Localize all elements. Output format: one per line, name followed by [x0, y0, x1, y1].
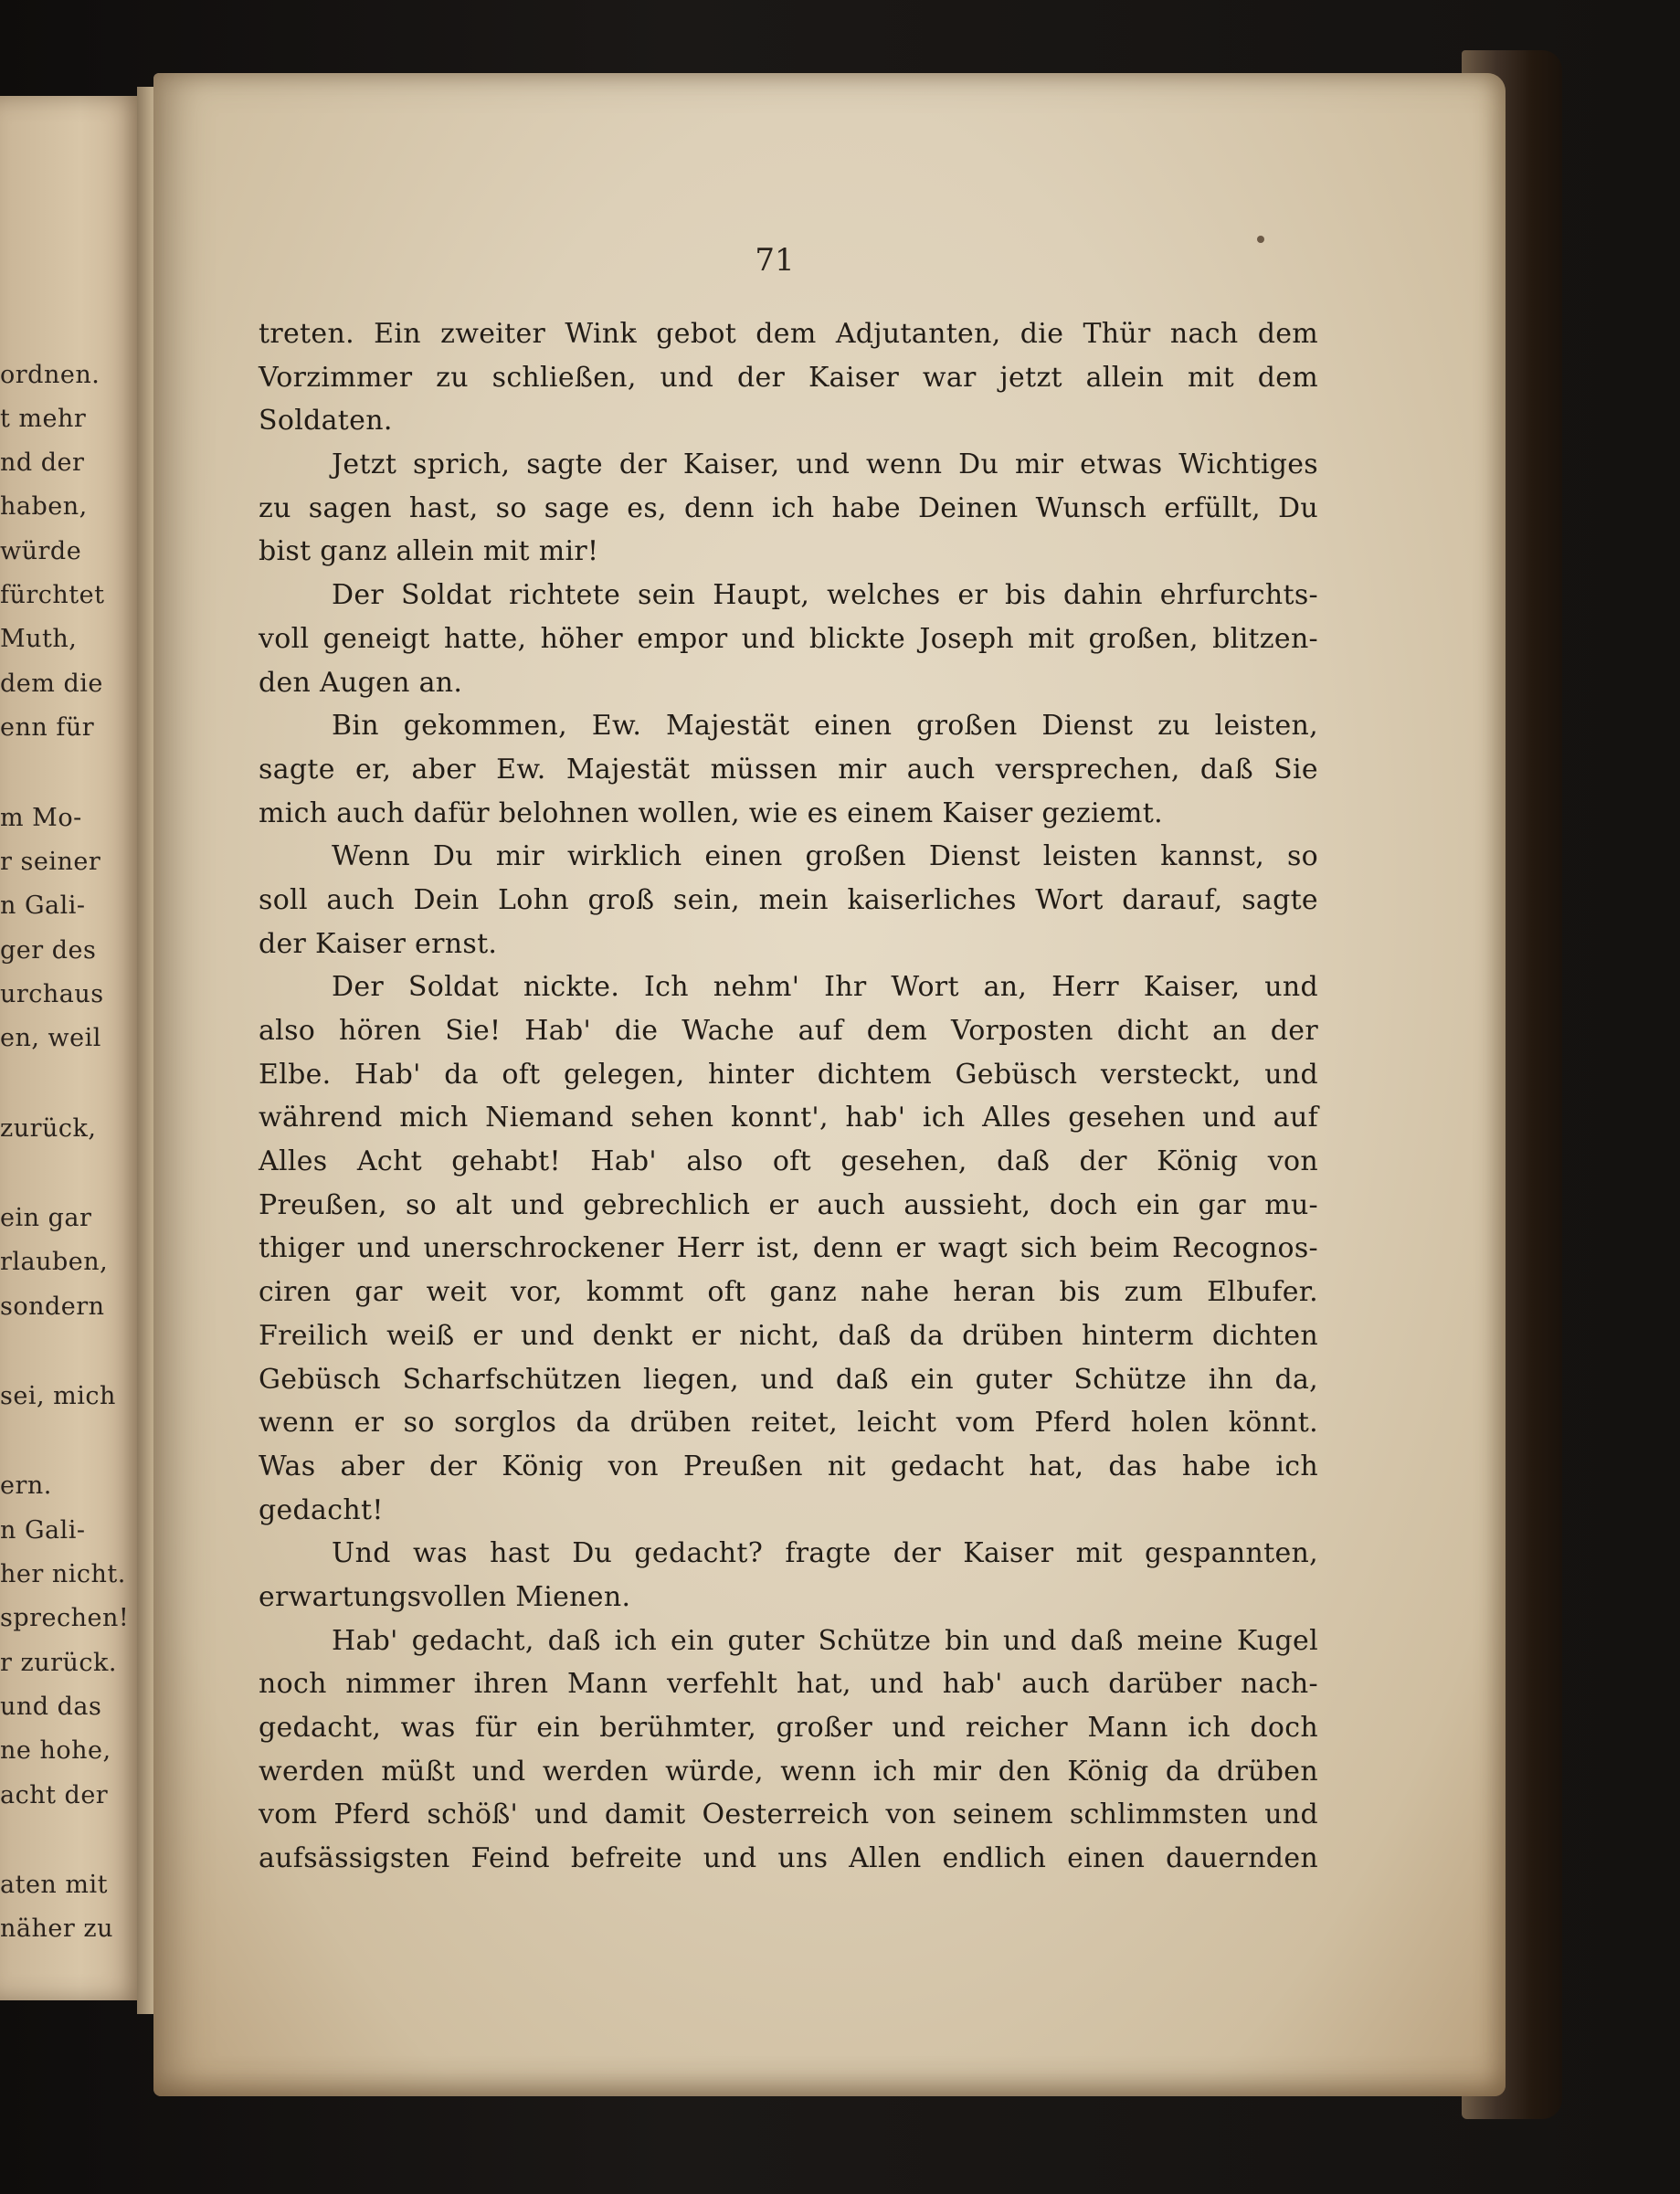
left-page-line: zurück,: [0, 1114, 97, 1143]
left-page-line: t mehr: [0, 405, 87, 433]
left-page-line: n Gali-: [0, 1516, 86, 1545]
left-page-line: r zurück.: [0, 1649, 117, 1677]
left-page-line: würde: [0, 537, 82, 565]
text-line: Hab' gedacht, daß ich ein guter Schütze bin und daß meine Kugel: [332, 1624, 1318, 1657]
text-line: soll auch Dein Lohn groß sein, mein kaiserliches Wort darauf, sagte: [259, 883, 1318, 916]
text-line: noch nimmer ihren Mann verfehlt hat, und hab' auch darüber nach-: [259, 1668, 1318, 1701]
right-page: [153, 73, 1506, 2096]
text-line: thiger und unerschrockener Herr ist, denn er wagt sich beim Recognos-: [259, 1232, 1318, 1265]
text-line: Preußen, so alt und gebrechlich er auch aussieht, doch ein gar mu-: [259, 1188, 1318, 1221]
left-page-line: aten mit: [0, 1871, 108, 1899]
left-page-line: ein gar: [0, 1204, 92, 1232]
left-page-line: n Gali-: [0, 891, 86, 920]
page-body-text: [259, 312, 1318, 1881]
text-line: Vorzimmer zu schließen, und der Kaiser war jetzt allein mit dem: [259, 361, 1318, 394]
left-page-line: dem die: [0, 670, 103, 698]
text-line: der Kaiser ernst.: [259, 927, 498, 960]
text-line: vom Pferd schöß' und damit Oesterreich von seinem schlimmsten und: [259, 1798, 1318, 1831]
left-page-line: ne hohe,: [0, 1736, 111, 1765]
left-page-line: und das: [0, 1693, 102, 1721]
left-page-line: urchaus: [0, 980, 104, 1008]
text-line: Freilich weiß er und denkt er nicht, daß da drüben hinterm dichten: [259, 1319, 1318, 1352]
text-line: erwartungsvollen Mienen.: [259, 1580, 631, 1613]
left-page-line: näher zu: [0, 1914, 113, 1943]
text-line: Soldaten.: [259, 405, 393, 438]
text-line: Alles Acht gehabt! Hab' also oft gesehen, daß der König von: [259, 1145, 1318, 1178]
left-page-line: en, weil: [0, 1024, 101, 1052]
text-line: voll geneigt hatte, höher empor und blickte Joseph mit großen, blitzen-: [259, 622, 1318, 655]
text-line: bist ganz allein mit mir!: [259, 535, 599, 568]
text-line: gedacht!: [259, 1493, 384, 1526]
text-line: aufsässigsten Feind befreite und uns Allen endlich einen dauernden: [259, 1842, 1318, 1875]
text-line: Jetzt sprich, sagte der Kaiser, und wenn Du mir etwas Wichtiges: [332, 448, 1318, 481]
text-line: treten. Ein zweiter Wink gebot dem Adjutanten, die Thür nach dem: [259, 318, 1318, 350]
text-line: mich auch dafür belohnen wollen, wie es einem Kaiser geziemt.: [259, 796, 1163, 829]
left-page-line: sondern: [0, 1292, 105, 1321]
text-line: gedacht, was für ein berühmter, großer und reicher Mann ich doch: [259, 1712, 1318, 1744]
text-line: Wenn Du mir wirklich einen großen Dienst leisten kannst, so: [332, 840, 1318, 873]
left-page-line: haben,: [0, 492, 88, 521]
text-line: Bin gekommen, Ew. Majestät einen großen Dienst zu leisten,: [332, 710, 1318, 743]
left-page-line: sprechen!: [0, 1604, 130, 1632]
left-page-line: acht der: [0, 1781, 109, 1809]
left-page-line: sei, mich: [0, 1382, 116, 1410]
text-line: den Augen an.: [259, 666, 463, 699]
page-number: 71: [755, 242, 795, 279]
left-page-line: ern.: [0, 1471, 52, 1500]
left-page-line: m Mo-: [0, 804, 82, 832]
left-page: [0, 96, 146, 2000]
text-line: Elbe. Hab' da oft gelegen, hinter dichtem Gebüsch versteckt, und: [259, 1058, 1318, 1091]
left-page-line: her nicht.: [0, 1560, 126, 1588]
text-line: Und was hast Du gedacht? fragte der Kaiser mit gespannten,: [332, 1537, 1318, 1570]
text-line: Was aber der König von Preußen nit gedacht hat, das habe ich: [259, 1450, 1318, 1482]
text-line: ciren gar weit vor, kommt oft ganz nahe heran bis zum Elbufer.: [259, 1276, 1318, 1309]
left-page-line: fürchtet: [0, 581, 105, 609]
text-line: während mich Niemand sehen konnt', hab' ich Alles gesehen und auf: [259, 1102, 1318, 1134]
left-page-line: ordnen.: [0, 361, 100, 389]
text-line: wenn er so sorglos da drüben reitet, leicht vom Pferd holen könnt.: [259, 1407, 1318, 1440]
left-page-line: nd der: [0, 448, 85, 477]
left-page-line: rlauben,: [0, 1248, 109, 1276]
text-line: sagte er, aber Ew. Majestät müssen mir auch versprechen, daß Sie: [259, 753, 1318, 786]
text-line: werden müßt und werden würde, wenn ich mir den König da drüben: [259, 1755, 1318, 1788]
left-page-line: Muth,: [0, 625, 78, 653]
text-line: Der Soldat nickte. Ich nehm' Ihr Wort an, Herr Kaiser, und: [332, 971, 1318, 1004]
text-line: Gebüsch Scharfschützen liegen, und daß ein guter Schütze ihn da,: [259, 1363, 1318, 1396]
left-page-line: ger des: [0, 936, 97, 965]
left-page-line: r seiner: [0, 848, 101, 876]
left-page-line: enn für: [0, 713, 95, 742]
text-line: Der Soldat richtete sein Haupt, welches er bis dahin ehrfurchts-: [332, 579, 1318, 612]
text-line: also hören Sie! Hab' die Wache auf dem Vorposten dicht an der: [259, 1015, 1318, 1047]
text-line: zu sagen hast, so sage es, denn ich habe Deinen Wunsch erfüllt, Du: [259, 491, 1318, 524]
